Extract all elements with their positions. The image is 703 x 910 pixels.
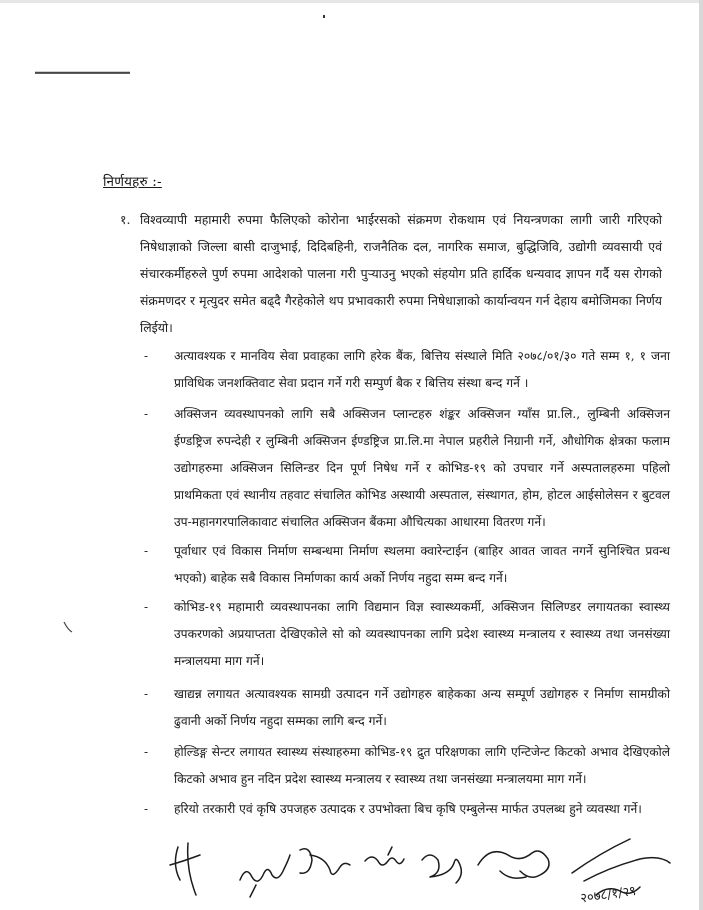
list-item-text: अक्सिजन व्यवस्थापनको लागि सबै अक्सिजन प्लान्टहरु शंङ्कर अक्सिजन ग्याँस प्रा.लि., लुम्बिनी अक्सिजन ईण्डष्ट्रिज रुपन्देही र लुम्बिनी अक्सिजन ईण्डष्ट्रिज प्रा.लि.मा नेपाल प्रहरीले निग्रानी गर्ने, औधोगिक क्षेत्रका फलाम उद्योगहरुमा अक्सिजन सिलिन्डर दिन पूर्ण निषेध गर्ने र कोभिड-१९ को उपचार गर्ने अस्पतालहरुमा पहिलो प्राथमिकता एवं स्थानीय तहवाट संचालित कोभिड अस्थायी अस्पताल, संस्थागत, होम, होटल आईसोलेसन र बुटवल उप-महानगरपालिकावाट संचालित अक्सिजन बैंकमा औचित्यका आधारमा वितरण गर्ने।	[174, 407, 670, 529]
decision-list	[140, 343, 670, 823]
list-item	[140, 401, 670, 536]
signature-2	[240, 855, 290, 897]
margin-mark	[62, 620, 74, 634]
bullet-dash: -	[144, 745, 149, 759]
list-item-text: अत्यावश्यक र मानविय सेवा प्रवाहका लागि हरेक बैंक, बित्तिय संस्थाले मिति २०७८/०१/३० गते सम्म १, १ जना प्राविधिक जनशक्तिवाट सेवा प्रदान गर्ने गरी सम्पुर्ण बैक र बित्तिय संस्था बन्द गर्ने ।	[174, 349, 670, 390]
scan-speck	[323, 15, 325, 18]
bullet-dash: -	[144, 802, 149, 816]
signatures-row	[160, 825, 680, 905]
scan-edge-top	[0, 0, 703, 3]
paragraph-text: विश्वव्यापी महामारी रुपमा फैलिएको कोरोना भाईरसको संक्रमण रोकथाम एवं नियन्त्रणका लागी जारी गरिएको निषेधाज्ञाको जिल्ला बासी दाजुभाई, दिदिबहिनी, राजनैतिक दल, नागरिक समाज, बुद्धिजिवि, उद्योगी व्यवसायी एवं संचारकर्मीहरुले पुर्ण रुपमा आदेशको पालना गरी पुऱ्याउनु भएको संहयोग प्रति हार्दिक धन्यवाद ज्ञापन गर्दै यस रोगको संक्रमणदर र मृत्युदर समेत बढ्दै गैरहेकोले थप प्रभावकारी रुपमा निषेधाज्ञाको कार्यान्वयन गर्न देहाय बमोजिमका निर्णय लिईयो।	[140, 212, 662, 335]
decision-paragraph	[120, 206, 662, 341]
list-item-text: हरियो तरकारी एवं कृषि उपजहरु उत्पादक र उपभोक्ता बिच कृषि एम्बुलेन्स मार्फत उपलब्ध हुने व्यवस्था गर्ने।	[174, 802, 642, 816]
signature-date: २०७८/१/२९	[579, 883, 638, 907]
list-item-text: पूर्वाधार एवं विकास निर्माण सम्बन्धमा निर्माण स्थलमा क्वारेन्टाईन (बाहिर आवत जावत नगर्ने सुनिश्चित प्रवन्ध भएको) बाहेक सबै विकास निर्माणका कार्य अर्को निर्णय नहुदा सम्म बन्द गर्ने।	[174, 544, 670, 585]
list-item-text: खाद्यन्न लगायत अत्यावश्यक सामग्री उत्पादन गर्ने उद्योगहरु बाहेकका अन्य सम्पूर्ण उद्योगहरु र निर्माण सामग्रीको ढुवानी अर्को निर्णय नहुदा सम्मका लागि बन्द गर्ने।	[174, 687, 670, 728]
list-item	[140, 739, 670, 793]
signature-6	[478, 851, 549, 878]
list-item	[140, 343, 670, 397]
bullet-dash: -	[144, 600, 149, 614]
list-item	[140, 538, 670, 592]
signature-1	[170, 843, 200, 895]
list-item	[140, 594, 670, 675]
list-item-text: कोभिड-१९ महामारी व्यवस्थापनका लागि विद्यमान विज्ञ स्वास्थ्यकर्मी, अक्सिजन सिलिण्डर लगायतका स्वास्थ्य उपकरणको अप्रयाप्तता देखिएकोले सो को व्यवस्थापनका लागि प्रदेश स्वास्थ्य मन्त्रालय र स्वास्थ्य तथा जनसंख्या मन्त्रालयमा माग गर्ने।	[174, 600, 670, 668]
bullet-dash: -	[144, 687, 149, 701]
signature-5	[422, 855, 461, 883]
list-item	[140, 681, 670, 735]
signature-3	[300, 849, 350, 875]
bullet-dash: -	[144, 349, 149, 363]
scan-edge-right	[699, 0, 703, 910]
bullet-dash: -	[144, 407, 149, 421]
decisions-heading: निर्णयहरु :-	[103, 174, 162, 190]
paragraph-number: १.	[120, 212, 131, 227]
list-item-text: होल्डिङ्ग सेन्टर लगायत स्वास्थ्य संस्थाहरुमा कोभिड-१९ द्रुत परिक्षणका लागि एन्टिजेन्ट किटको अभाव देखिएकोले किटको अभाव हुन नदिन प्रदेश स्वास्थ्य मन्त्रालय र स्वास्थ्य तथा जनसंख्या मन्त्रालयमा माग गर्ने।	[174, 745, 670, 786]
bullet-dash: -	[144, 544, 149, 558]
folded-corner-line	[35, 55, 635, 95]
signature-4	[365, 847, 404, 865]
list-item	[140, 796, 670, 823]
